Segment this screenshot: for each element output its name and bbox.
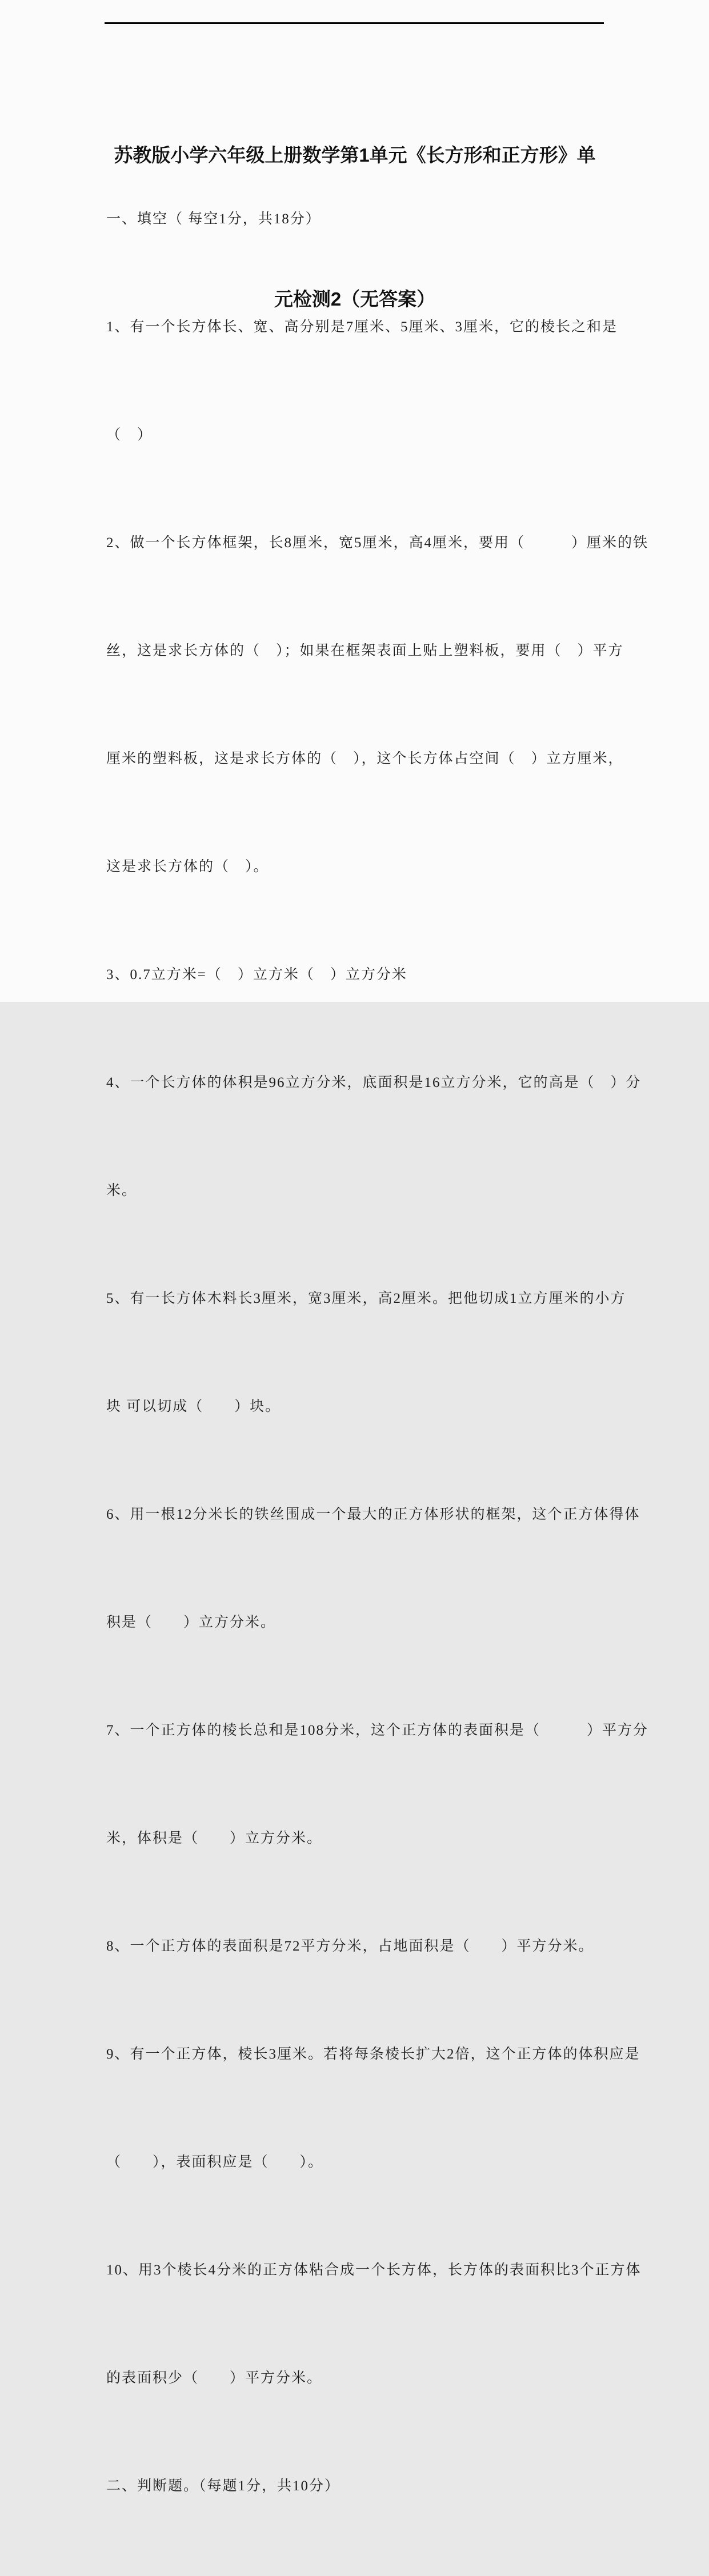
text-line: 米，体积是（ ）立方分米。 xyxy=(106,1831,323,1846)
text-line: 8、一个正方体的表面积是72平方分米，占地面积是（ ）平方分米。 xyxy=(106,1939,594,1954)
text-line: 2、做一个长方体框架，长8厘米，宽5厘米，高4厘米，要用（ ）厘米的铁 xyxy=(106,535,649,551)
title-line-2: 元检测2（无答案） xyxy=(274,288,436,310)
document-body xyxy=(106,129,649,2576)
text-line: 块 可以切成（ ）块。 xyxy=(106,1399,281,1414)
text-line: （ ），表面积应是（ ）。 xyxy=(106,2154,324,2170)
header-rule xyxy=(105,22,604,24)
text-line: 二、判断题。（每题1分，共10分） xyxy=(106,2478,341,2494)
text-line: 6、用一根12分米长的铁丝围成一个最大的正方体形状的框架，这个正方体得体 xyxy=(106,1507,640,1522)
text-line: （ ） xyxy=(106,427,153,443)
text-line: 5、有一长方体木料长3厘米，宽3厘米，高2厘米。把他切成1立方厘米的小方 xyxy=(106,1291,626,1306)
text-line: 10、用3个棱长4分米的正方体粘合成一个长方体，长方体的表面积比3个正方体 xyxy=(106,2262,642,2278)
text-line: 厘米的塑料板，这是求长方体的（ ），这个长方体占空间（ ）立方厘米， xyxy=(106,751,624,767)
text-line: 米。 xyxy=(106,1183,138,1198)
text-line: 一、填空（ 每空1分，共18分） xyxy=(106,211,321,227)
text-line: 积是（ ）立方分米。 xyxy=(106,1615,277,1630)
text-line: 7、一个正方体的棱长总和是108分米，这个正方体的表面积是（ ）平方分 xyxy=(106,1723,649,1738)
text-line: 这是求长方体的（ ）。 xyxy=(106,859,269,874)
text-line: 的表面积少（ ）平方分米。 xyxy=(106,2370,323,2386)
title-line-1: 苏教版小学六年级上册数学第1单元《长方形和正方形》单 xyxy=(114,145,596,166)
text-line: 9、有一个正方体，棱长3厘米。若将每条棱长扩大2倍，这个正方体的体积应是 xyxy=(106,2047,640,2062)
text-line: 1、有一个长方体长、宽、高分别是7厘米、5厘米、3厘米，它的棱长之和是 xyxy=(106,319,618,335)
text-line: 丝，这是求长方体的（ ）；如果在框架表面上贴上塑料板，要用（ ）平方 xyxy=(106,643,624,659)
text-line: 4、一个长方体的体积是96立方分米，底面积是16立方分米，它的高是（ ）分 xyxy=(106,1075,642,1090)
text-line: 3、0.7立方米=（ ）立方米（ ）立方分米 xyxy=(106,967,407,982)
